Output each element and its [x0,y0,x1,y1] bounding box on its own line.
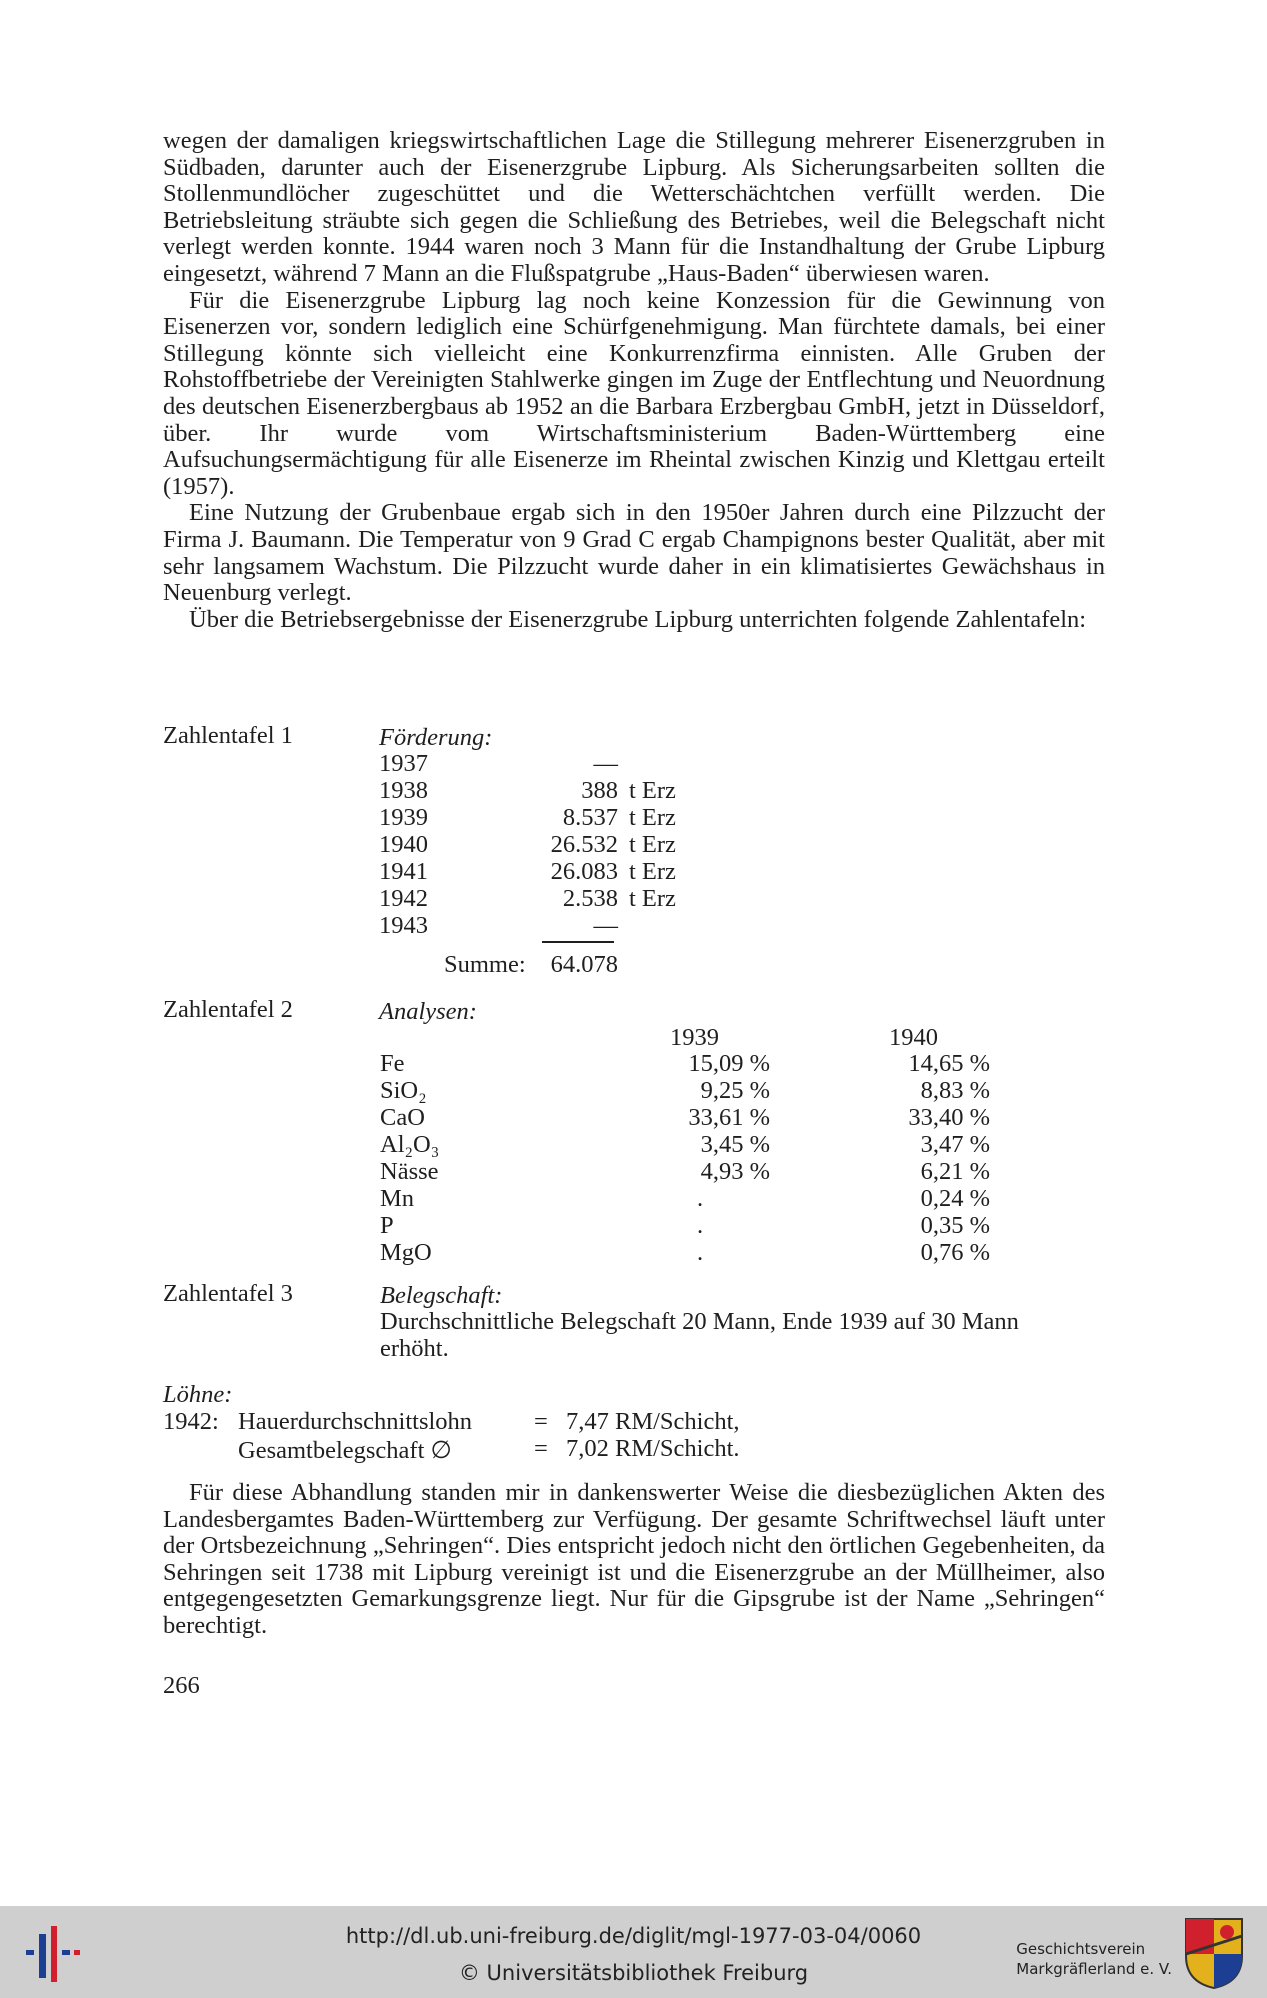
table2-heading: Analysen: [379,998,477,1025]
footer-bar [0,1906,1267,1998]
society-name-line: Markgräflerland e. V. [1016,1960,1172,1978]
paragraph: Über die Betriebsergebnisse der Eisenerzgrube Lipburg unterrichten folgende Zahlentafeln: [189,605,1087,633]
page-number: 266 [163,1672,200,1699]
table1-heading: Förderung: [379,724,493,751]
table2-value-1940: 0,76 % [920,1239,990,1266]
table1-year: 1940 [379,831,428,858]
table1-unit: t Erz [629,858,676,885]
table2-col-1940: 1940 [889,1024,938,1051]
footer-url-link[interactable]: http://dl.ub.uni-freiburg.de/diglit/mgl-1977-03-04/0060 [345,1924,922,1948]
table1-value: — [593,750,618,777]
wages-equals: = [534,1408,548,1435]
table2-substance: Nässe [380,1158,439,1185]
table2-value-1939: 33,61 % [688,1104,770,1131]
footer-copyright: © Universitätsbibliothek Freiburg [458,1961,809,1985]
table2-value-1939: 3,45 % [700,1131,770,1158]
table2-substance: CaO [380,1104,425,1131]
wages-equals: = [534,1435,548,1462]
coat-of-arms-icon [1183,1916,1245,1990]
table1-year: 1943 [379,912,428,939]
table3-text: Durchschnittliche Belegschaft 20 Mann, Ende 1939 auf 30 Mann [380,1308,1019,1335]
table2-col-1939: 1939 [670,1024,719,1051]
table1-value: 8.537 [562,804,618,831]
paragraph: wegen der damaligen kriegswirtschaftlichen Lage die Stillegung mehrerer Eisenerzgruben in Südbaden, darunter auch der Eisenerzgrube Lipburg. Als Sicherungsarbeiten sollten die Stollenmundlöcher zugeschüttet und die Wetterschächtchen verfüllt werden. Die Betriebsleitung sträubte sich gegen die Schließung des Betriebes, weil die Belegschaft nicht verlegt werden konnte. 1944 waren noch 3 Mann für die Instandhaltung der Grube Lipburg eingesetzt, während 7 Mann an die Flußspatgrube „Haus-Baden“ überwiesen waren. [163,127,1105,287]
table3-label: Zahlentafel 3 [163,1280,293,1307]
paragraph: Eine Nutzung der Grubenbaue ergab sich in den 1950er Jahren durch eine Pilzzucht der Firma J. Baumann. Die Temperatur von 9 Grad C ergab Champignons bester Qualität, aber mit sehr langsamem Wachstum. Die Pilzzucht wurde daher in ein klimatisiertes Gewächshaus in Neuenburg verlegt. [163,499,1105,607]
wages-label: Gesamtbelegschaft ∅ [238,1437,452,1464]
table2-substance: P [380,1212,394,1239]
table2-value-1939: . [697,1239,704,1266]
table1-value: 26.532 [550,831,618,858]
table1-label: Zahlentafel 1 [163,722,293,749]
table1-unit: t Erz [629,777,676,804]
table2-value-1939: . [697,1185,704,1212]
table2-substance: MgO [380,1239,432,1266]
table1-unit: t Erz [629,885,676,912]
table1-year: 1937 [379,750,428,777]
table1-year: 1942 [379,885,428,912]
paragraph: Für diese Abhandlung standen mir in dankenswerter Weise die diesbezüglichen Akten des Landesbergamtes Baden-Württemberg zur Verfügung. Der gesamte Schriftwechsel läuft unter der Ortsbezeichnung „Sehringen“. Dies entspricht jedoch nicht den örtlichen Gegebenheiten, da Sehringen seit 1738 mit Lipburg vereinigt ist und die Eisenerzgrube an der Müllheimer, also entgegengesetzten Gemarkungsgrenze liegt. Nur für die Gipsgrube ist der Name „Sehringen“ berechtigt. [163,1479,1105,1639]
table1-value: 388 [581,777,618,804]
table3-text: erhöht. [380,1335,449,1362]
table2-substance: Mn [380,1185,415,1212]
sum-rule [542,941,614,943]
table2-substance: Al₂O₃ [380,1131,440,1158]
table2-value-1940: 6,21 % [920,1158,990,1185]
table2-value-1939: 9,25 % [700,1077,770,1104]
table2-value-1939: 15,09 % [688,1050,770,1077]
wages-value: 7,02 RM/Schicht. [566,1435,740,1462]
table2-value-1940: 8,83 % [920,1077,990,1104]
body-text-bottom [163,1480,1105,1640]
society-name-line: Geschichtsverein [1016,1940,1146,1958]
table1-year: 1938 [379,777,428,804]
body-text-top [163,128,1105,633]
table2-substance: Fe [380,1050,405,1077]
table3-heading: Belegschaft: [380,1282,503,1309]
wages-value: 7,47 RM/Schicht, [566,1408,740,1435]
table1-value: 2.538 [562,885,618,912]
table2-label: Zahlentafel 2 [163,996,293,1023]
table2-value-1939: . [697,1212,704,1239]
table2-value-1940: 33,40 % [908,1104,990,1131]
society-name [1016,1939,1172,1979]
table2-value-1940: 0,24 % [920,1185,990,1212]
table2-substance: SiO₂ [380,1077,427,1104]
table2-value-1940: 14,65 % [908,1050,990,1077]
table2-value-1940: 3,47 % [920,1131,990,1158]
table1-sum-value: 64.078 [550,951,618,978]
table1-year: 1939 [379,804,428,831]
table1-unit: t Erz [629,804,676,831]
wages-label: Hauerdurchschnittslohn [238,1408,473,1435]
table1-year: 1941 [379,858,428,885]
table1-value: — [593,912,618,939]
wages-year: 1942: [163,1408,219,1435]
wages-heading: Löhne: [163,1381,233,1408]
table2-value-1940: 0,35 % [920,1212,990,1239]
table2-value-1939: 4,93 % [700,1158,770,1185]
table1-value: 26.083 [550,858,618,885]
table1-unit: t Erz [629,831,676,858]
paragraph: Für die Eisenerzgrube Lipburg lag noch keine Konzession für die Gewinnung von Eisenerzen vor, sondern lediglich eine Schürfgenehmigung. Man fürchtete damals, bei einer Stillegung könnte sich vielleicht eine Konkurrenzfirma einnisten. Alle Gruben der Rohstoffbetriebe der Vereinigten Stahlwerke gingen im Zuge der Entflechtung und Neuordnung des deutschen Eisenerzbergbaus ab 1952 an die Barbara Erzbergbau GmbH, jetzt in Düsseldorf, über. Ihr wurde vom Wirtschaftsministerium Baden-Württemberg eine Aufsuchungsermächtigung für alle Eisenerze im Rheintal zwischen Kinzig und Klettgau erteilt (1957). [163,286,1105,500]
table1-sum-label: Summe: [444,951,526,978]
